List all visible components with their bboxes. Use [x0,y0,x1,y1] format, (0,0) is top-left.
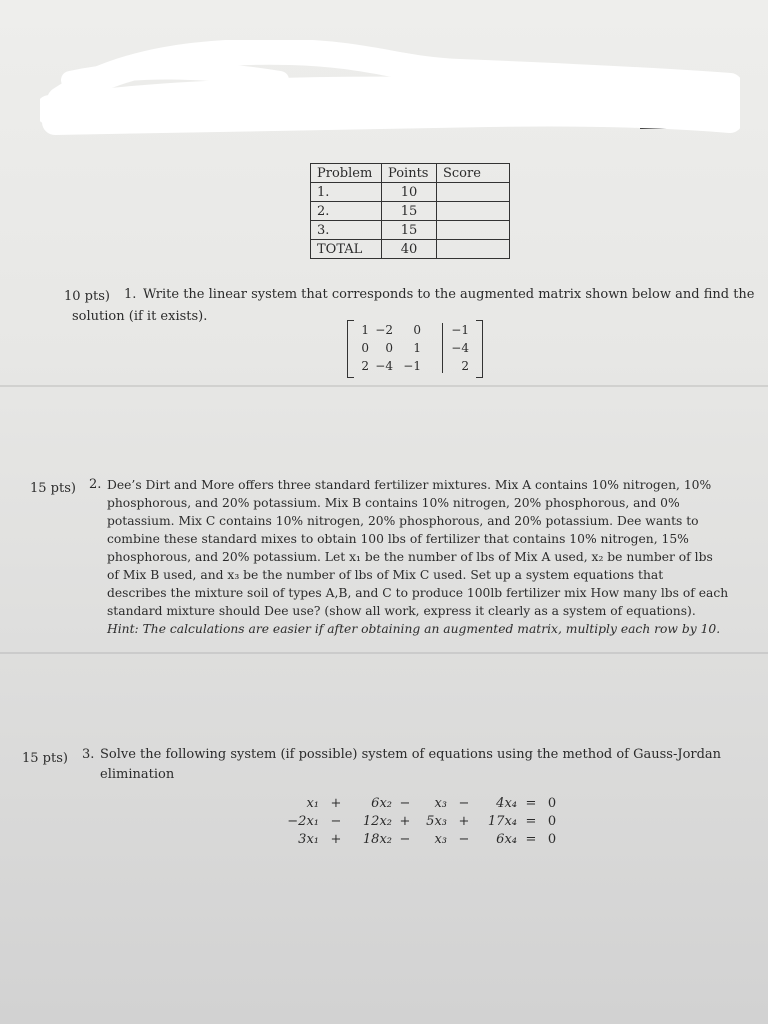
eq2-equals: = [525,814,537,829]
matrix-cell: 2 [361,359,369,373]
matrix-cell: 1 [413,341,421,355]
eq2-term1: −2x₁ [287,814,319,829]
eq2-term2: 12x₂ [362,814,392,829]
eq3-term4: 6x₄ [496,832,517,847]
matrix-cell: −4 [451,341,469,355]
score-cell [437,202,510,221]
eq3-op1: + [330,832,342,847]
q1-text-line1: Write the linear system that corresponds to the augmented matrix shown below and find the [143,287,755,302]
table-header-row [311,164,510,183]
matrix-cell: −4 [375,359,393,373]
matrix-cell: −2 [375,323,393,337]
eq1-equals: = [525,796,537,811]
table-row [311,240,510,259]
points-cell: 15 [382,202,437,221]
matrix-cell: 0 [361,341,369,355]
eq2-op2: + [399,814,411,829]
score-cell [437,183,510,202]
eq1-term3: x₃ [434,796,447,811]
matrix-cell: 0 [413,323,421,337]
eq3-term1: 3x₁ [298,832,319,847]
q3-number: 3. [82,747,95,762]
q2-line: of Mix B used, and x₃ be the number of lbs of Mix C used. Set up a system equations that [107,568,664,582]
matrix-cell: 2 [461,359,469,373]
q2-line: Dee’s Dirt and More offers three standard fertilizer mixtures. Mix A contains 10% nitrogen, 10% [107,478,712,492]
matrix-cell: −1 [403,359,421,373]
header-score: Score [437,164,510,183]
points-cell: 40 [382,240,437,259]
header-points: Points [382,164,437,183]
table-row [311,221,510,240]
eq3-term2: 18x₂ [362,832,392,847]
points-cell: 10 [382,183,437,202]
q3-text-line1: Solve the following system (if possible) system of equations using the method of Gauss-Jordan [100,747,722,762]
paper-fold [0,385,768,387]
q2-line: combine these standard mixes to obtain 100 lbs of fertilizer that contains 10% nitrogen, 15% [107,532,689,546]
eq1-op1: + [330,796,342,811]
q2-number: 2. [89,477,102,492]
q1-text-line2: solution (if it exists). [72,309,208,324]
eq2-op1: − [330,814,342,829]
eq3-equals: = [525,832,537,847]
eq1-term1: x₁ [306,796,319,811]
problem-cell: TOTAL [311,240,382,259]
points-cell: 15 [382,221,437,240]
eq2-rhs: 0 [547,814,557,829]
matrix-cell: 1 [361,323,369,337]
score-cell [437,221,510,240]
score-cell [437,240,510,259]
q2-line: standard mixture should Dee use? (show all work, express it clearly as a system of equations). [107,604,696,618]
q2-body [107,476,747,638]
q3-points: 15 pts) [22,751,68,766]
q1-points: 10 pts) [64,289,110,304]
eq3-op3: − [458,832,470,847]
eq2-op3: + [458,814,470,829]
q2-hint: Hint: The calculations are easier if after obtaining an augmented matrix, multiply each row by 10. [107,622,721,636]
table-row [311,183,510,202]
eq1-term2: 6x₂ [371,796,392,811]
eq3-rhs: 0 [547,832,557,847]
q2-points: 15 pts) [30,481,76,496]
eq1-term4: 4x₄ [496,796,517,811]
matrix-cell: −1 [451,323,469,337]
score-table [310,163,510,259]
q2-line: describes the mixture soil of types A,B, and C to produce 100lb fertilizer mix How many lbs of each [107,586,729,600]
eq2-term3: 5x₃ [426,814,447,829]
paper-fold [0,652,768,654]
problem-cell: 3. [311,221,382,240]
table-row [311,202,510,221]
q2-line: potassium. Mix C contains 10% nitrogen, 20% phosphorous, and 20% potassium. Dee wants to [107,514,699,528]
augmented-matrix [347,320,483,378]
q2-line: phosphorous, and 20% potassium. Let x₁ be the number of lbs of Mix A used, x₂ be number of lbs [107,550,713,564]
matrix-augment-bar [442,323,443,373]
eq1-op2: − [399,796,411,811]
problem-cell: 2. [311,202,382,221]
q3-text-line2: elimination [100,767,175,782]
matrix-cell: 0 [385,341,393,355]
eq1-op3: − [458,796,470,811]
eq3-op2: − [399,832,411,847]
q2-line: phosphorous, and 20% potassium. Mix B contains 10% nitrogen, 20% phosphorous, and 0% [107,496,680,510]
redaction-scribble [40,40,740,145]
q1-number: 1. [124,287,137,302]
eq1-rhs: 0 [547,796,557,811]
problem-cell: 1. [311,183,382,202]
matrix-right-bracket [476,320,483,378]
header-problem: Problem [311,164,382,183]
eq3-term3: x₃ [434,832,447,847]
eq2-term4: 17x₄ [487,814,517,829]
